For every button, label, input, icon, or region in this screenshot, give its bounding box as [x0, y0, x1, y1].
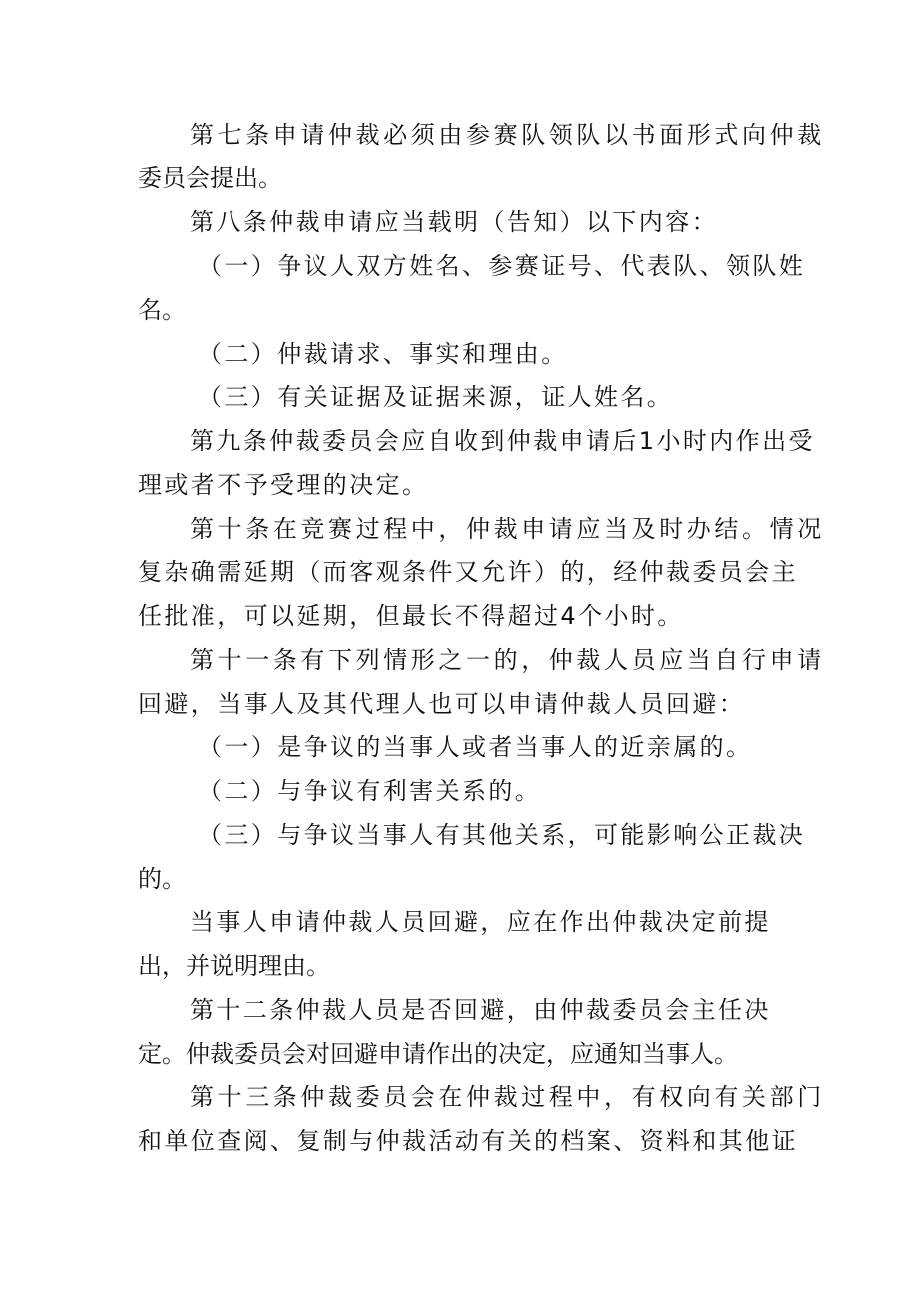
article-8-item-1-line-2: 名。 — [138, 296, 186, 324]
article-7-line-2: 委员会提出。 — [138, 164, 282, 192]
article-8-item-2: （二）仲裁请求、事实和理由。 — [198, 340, 568, 368]
article-8-line-1: 第八条仲裁申请应当载明（告知）以下内容： — [190, 208, 718, 236]
article-10-line-2: 复杂确需延期（而客观条件又允许）的，经仲裁委员会主 — [138, 558, 798, 586]
article-11-item-2: （二）与争议有利害关系的。 — [198, 777, 542, 805]
article-11-line-1: 第十一条有下列情形之一的，仲裁人员应当自行申请 — [190, 646, 825, 674]
recusal-paragraph-line-2: 出，并说明理由。 — [138, 952, 330, 980]
article-9-line-1: 第九条仲裁委员会应自收到仲裁申请后1小时内作出受 — [190, 427, 815, 455]
article-7-line-1: 第七条申请仲裁必须由参赛队领队以书面形式向仲裁 — [190, 121, 825, 149]
article-11-item-1: （一）是争议的当事人或者当事人的近亲属的。 — [198, 733, 753, 761]
article-11-line-2: 回避，当事人及其代理人也可以申请仲裁人员回避： — [138, 690, 746, 718]
article-11-item-3-line-2: 的。 — [138, 865, 186, 893]
recusal-paragraph-line-1: 当事人申请仲裁人员回避，应在作出仲裁决定前提 — [190, 908, 771, 936]
article-9-line-2: 理或者不予受理的决定。 — [138, 471, 429, 499]
article-13-line-1: 第十三条仲裁委员会在仲裁过程中，有权向有关部门 — [190, 1083, 825, 1111]
article-12-line-1: 第十二条仲裁人员是否回避，由仲裁委员会主任决 — [190, 996, 771, 1024]
article-10-line-3: 任批准，可以延期，但最长不得超过4个小时。 — [138, 602, 684, 630]
article-8-item-1-line-1: （一）争议人双方姓名、参赛证号、代表队、领队姓 — [198, 252, 806, 280]
article-8-item-3: （三）有关证据及证据来源，证人姓名。 — [198, 383, 674, 411]
article-12-line-2: 定。仲裁委员会对回避申请作出的决定，应通知当事人。 — [138, 1040, 738, 1068]
article-11-item-3-line-1: （三）与争议当事人有其他关系，可能影响公正裁决 — [198, 821, 806, 849]
article-10-line-1: 第十条在竞赛过程中，仲裁申请应当及时办结。情况 — [190, 515, 825, 543]
article-13-line-2: 和单位查阅、复制与仲裁活动有关的档案、资料和其他证 — [138, 1127, 798, 1155]
